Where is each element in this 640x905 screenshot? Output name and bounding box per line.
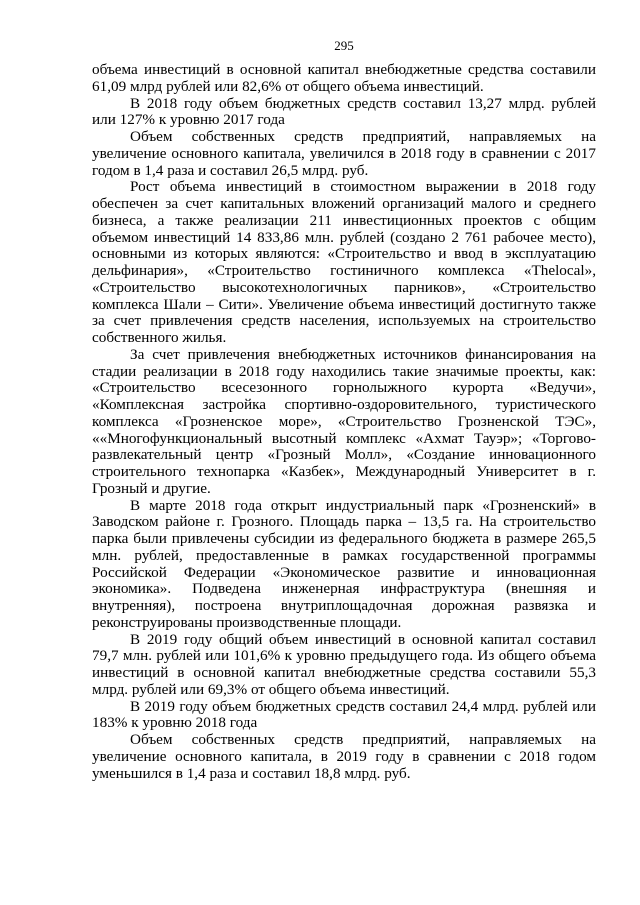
paragraph-3: Объем собственных средств предприятий, направляемых на увеличение основного капитала, увеличился в 2018 году в сравнении с 2017 годом в 1,4 раза и составил 26,5 млрд. руб. — [92, 128, 596, 179]
paragraph-1: объема инвестиций в основной капитал внебюджетные средства составили 61,09 млрд рублей или 82,6% от общего объема инвестиций. — [92, 61, 596, 95]
paragraph-9: Объем собственных средств предприятий, направляемых на увеличение основного капитала, в 2019 году в сравнении с 2018 годом уменьшился в 1,4 раза и составил 18,8 млрд. руб. — [92, 731, 596, 782]
paragraph-7: В 2019 году общий объем инвестиций в основной капитал составил 79,7 млн. рублей или 101,6% к уровню предыдущего года. Из общего объема инвестиций в основной капитал внебюджетные средства составили 55,3 млрд. рублей или 69,3% от общего объема инвестиций. — [92, 630, 596, 698]
page-number: 295 — [334, 38, 354, 53]
paragraph-8: В 2019 году объем бюджетных средств составил 24,4 млрд. рублей или 183% к уровню 2018 года — [92, 697, 596, 732]
paragraph-2: В 2018 году объем бюджетных средств составил 13,27 млрд. рублей или 127% к уровню 2017 года — [92, 94, 596, 129]
paragraph-6: В марте 2018 года открыт индустриальный парк «Грозненский» в Заводском районе г. Грозного. Площадь парка – 13,5 га. На строительство парка были привлечены субсидии из федерального бюджета в размере 265,5 млн. рублей, предоставленные в рамках государственной программы Российской Федерации «Экономическое развитие и инновационная экономика». Подведена инженерная инфраструктура (внешняя и внутренняя), построена внутриплощадочная дорожная развязка и реконструированы производственные площади. — [92, 496, 596, 631]
body-text — [92, 62, 596, 782]
paragraph-5: За счет привлечения внебюджетных источников финансирования на стадии реализации в 2018 году находились такие значимые проекты, как: «Строительство всесезонного горнолыжного курорта «Ведучи», «Комплексная застройка спортивно-оздоровительного, туристического комплекса «Грозненское море», «Строительство Грозненской ТЭС», ««Многофункциональный высотный комплекс «Ахмат Тауэр»; «Торгово-развлекательный центр «Грозный Молл», «Создание инновационного строительного технопарка «Казбек», Международный Университет в г. Грозный и другие. — [92, 345, 596, 497]
paragraph-4: Рост объема инвестиций в стоимостном выражении в 2018 году обеспечен за счет капитальных вложений организаций малого и среднего бизнеса, а также реализации 211 инвестиционных проектов с общим объемом инвестиций 14 833,86 млн. рублей (создано 2 761 рабочее место), основными из которых являются: «Строительство и ввод в эксплуатацию дельфинария», «Строительство гостиничного комплекса «Thelocal», «Строительство высокотехнологичных парников», «Строительство комплекса Шали – Сити». Увеличение объема инвестиций достигнуто также за счет привлечения средств населения, используемых на строительство собственного жилья. — [92, 178, 596, 346]
